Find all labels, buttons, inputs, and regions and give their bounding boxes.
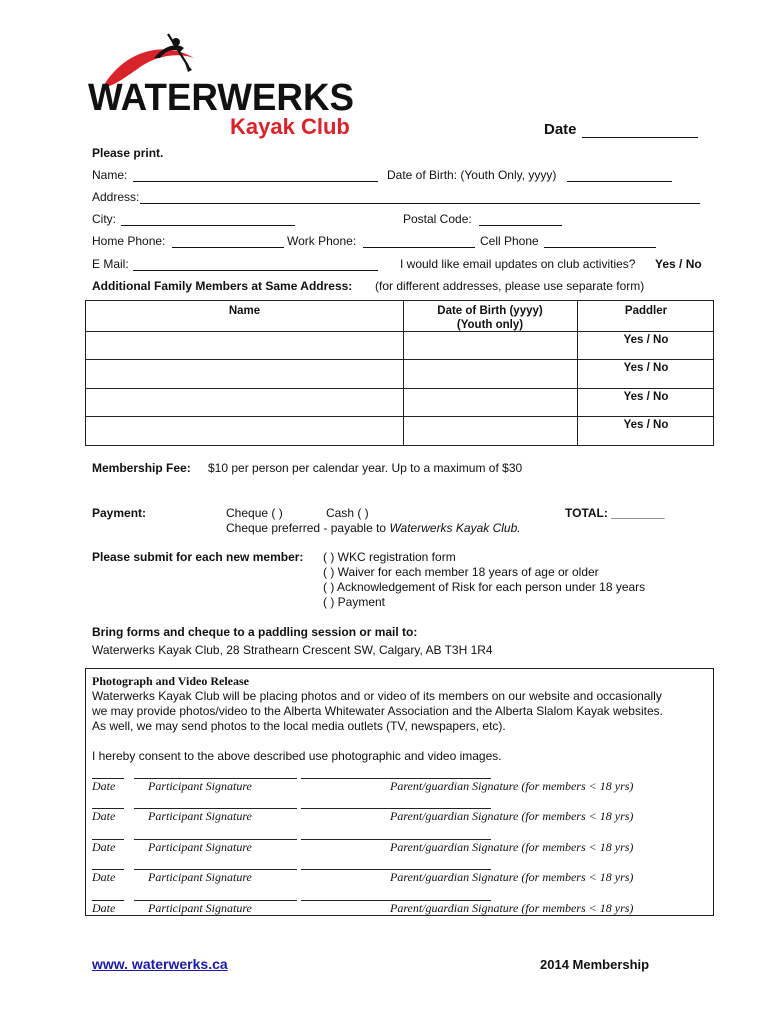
email-field[interactable] (133, 270, 378, 271)
release-line-2: we may provide photos/video to the Alberta Whitewater Association and the Alberta Slalom Kayak websites. (92, 704, 663, 718)
submit-item-waiver[interactable]: ( ) Waiver for each member 18 years of age or older (323, 565, 599, 579)
parent-signature-label: Parent/guardian Signature (for members < 18 yrs) (390, 809, 634, 823)
bring-heading: Bring forms and cheque to a paddling session or mail to: (92, 625, 418, 639)
parent-signature-label: Parent/guardian Signature (for members < 18 yrs) (390, 870, 634, 884)
logo-subtitle: Kayak Club (230, 114, 350, 139)
fee-text: $10 per person per calendar year. Up to a maximum of $30 (208, 461, 523, 475)
table-row-paddler[interactable]: Yes / No (623, 334, 669, 346)
name-label: Name: (92, 168, 128, 182)
please-print: Please print. (92, 146, 164, 160)
work-phone-label: Work Phone: (287, 234, 357, 248)
payment-preferred: Cheque preferred - payable to Waterwerks Kayak Club. (226, 521, 521, 535)
submit-label: Please submit for each new member: (92, 550, 304, 564)
postal-field[interactable] (479, 225, 562, 226)
parent-signature-label: Parent/guardian Signature (for members < 18 yrs) (390, 901, 634, 915)
mailing-address: Waterwerks Kayak Club, 28 Strathearn Crescent SW, Calgary, AB T3H 1R4 (92, 643, 493, 657)
city-field[interactable] (121, 225, 295, 226)
release-line-3: As well, we may send photos to the local media outlets (TV, newspapers, etc). (92, 719, 506, 733)
dob-field[interactable] (567, 181, 672, 182)
col-header-dob: Date of Birth (yyyy) (Youth only) (437, 305, 543, 331)
fee-label: Membership Fee: (92, 461, 191, 475)
home-phone-field[interactable] (172, 247, 284, 248)
col-header-name: Name (228, 305, 261, 317)
release-consent: I hereby consent to the above described use photographic and video images. (92, 749, 502, 763)
work-phone-field[interactable] (363, 247, 475, 248)
table-row-paddler[interactable]: Yes / No (623, 391, 669, 403)
postal-label: Postal Code: (403, 212, 472, 226)
col-header-paddler: Paddler (624, 305, 668, 317)
dob-label: Date of Birth: (Youth Only, yyyy) (387, 168, 557, 182)
email-updates-question: I would like email updates on club activities? (400, 257, 636, 271)
payment-cash-option[interactable]: Cash ( ) (326, 506, 369, 520)
date-signature-label: Date (92, 809, 116, 823)
participant-signature-label: Participant Signature (148, 870, 252, 884)
participant-signature-label: Participant Signature (148, 901, 252, 915)
participant-signature-label: Participant Signature (148, 809, 252, 823)
logo-title: WATERWERKS (88, 77, 354, 119)
family-members-table (85, 300, 714, 446)
payment-total[interactable]: TOTAL: ________ (565, 506, 665, 520)
address-label: Address: (92, 190, 140, 204)
membership-year: 2014 Membership (540, 957, 650, 972)
date-signature-label: Date (92, 901, 116, 915)
family-note: (for different addresses, please use separate form) (375, 279, 645, 293)
city-label: City: (92, 212, 116, 226)
table-row-paddler[interactable]: Yes / No (623, 362, 669, 374)
parent-signature-label: Parent/guardian Signature (for members < 18 yrs) (390, 840, 634, 854)
email-label: E Mail: (92, 257, 129, 271)
table-row-paddler[interactable]: Yes / No (623, 419, 669, 431)
home-phone-label: Home Phone: (92, 234, 166, 248)
website-link[interactable]: www. waterwerks.ca (92, 956, 228, 972)
family-heading: Additional Family Members at Same Address: (92, 279, 353, 293)
date-label: Date (544, 121, 577, 138)
name-field[interactable] (133, 181, 378, 182)
submit-item-payment[interactable]: ( ) Payment (323, 595, 386, 609)
cell-phone-label: Cell Phone (480, 234, 539, 248)
release-line-1: Waterwerks Kayak Club will be placing photos and or video of its members on our website and occasionally (92, 689, 662, 703)
participant-signature-label: Participant Signature (148, 840, 252, 854)
date-signature-label: Date (92, 779, 116, 793)
parent-signature-label: Parent/guardian Signature (for members < 18 yrs) (390, 779, 634, 793)
email-updates-yes-no[interactable]: Yes / No (655, 257, 702, 271)
address-field[interactable] (140, 203, 700, 204)
submit-item-registration[interactable]: ( ) WKC registration form (323, 550, 456, 564)
waterwerks-logo (84, 30, 364, 140)
participant-signature-label: Participant Signature (148, 779, 252, 793)
date-signature-label: Date (92, 840, 116, 854)
date-signature-label: Date (92, 870, 116, 884)
release-title: Photograph and Video Release (92, 674, 250, 688)
submit-item-risk[interactable]: ( ) Acknowledgement of Risk for each person under 18 years (323, 580, 646, 594)
payment-label: Payment: (92, 506, 147, 520)
payment-cheque-option[interactable]: Cheque ( ) (226, 506, 283, 520)
date-field[interactable] (582, 137, 698, 138)
cell-phone-field[interactable] (544, 247, 656, 248)
